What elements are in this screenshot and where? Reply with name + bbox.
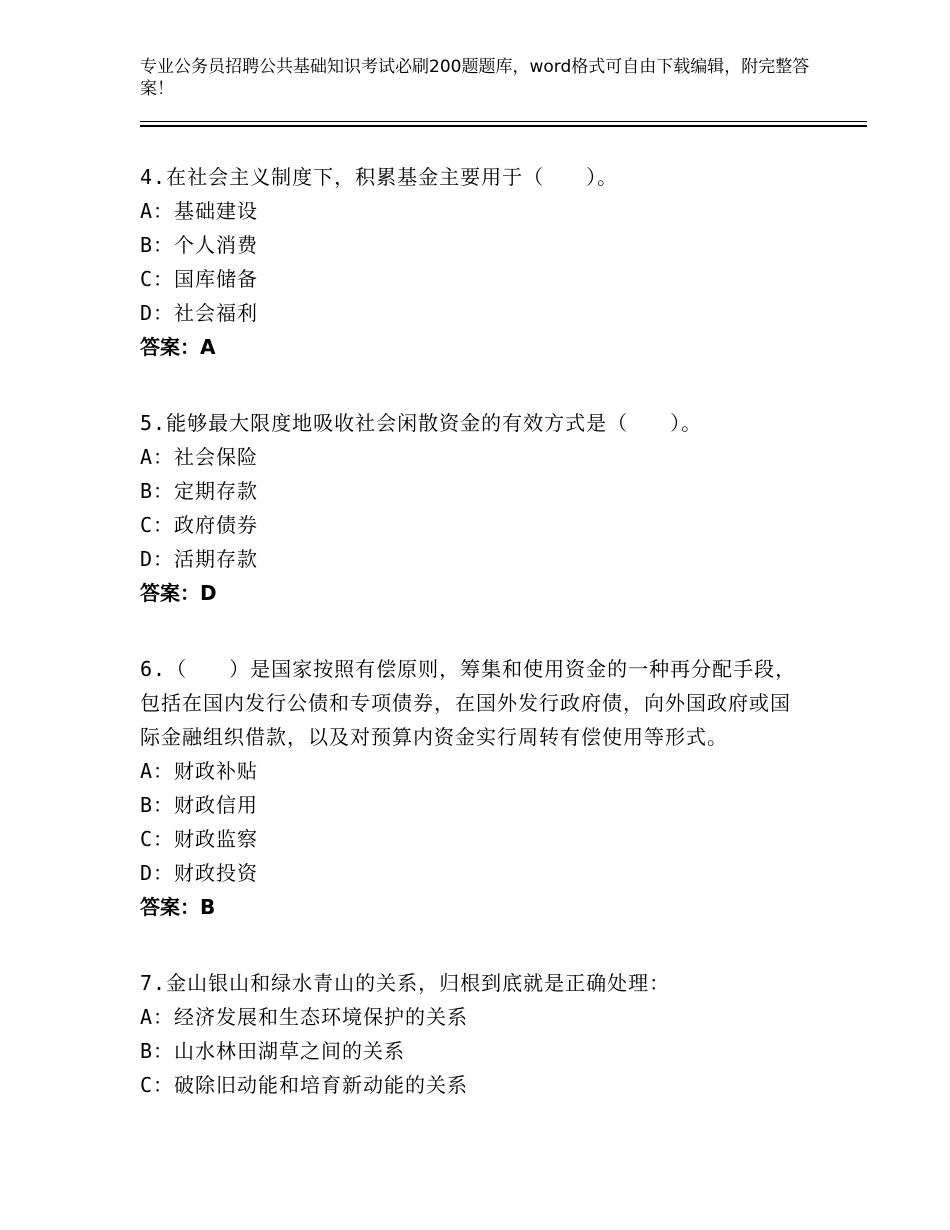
option-b: B：财政信用 (140, 793, 259, 817)
option-a: A：财政补贴 (140, 759, 259, 783)
question-list (140, 160, 800, 1144)
option-b: B：个人消费 (140, 233, 259, 257)
header-divider-thick (140, 125, 867, 127)
option-c: C：政府债券 (140, 513, 259, 537)
question-text: 7.金山银山和绿水青山的关系，归根到底就是正确处理： (140, 971, 671, 995)
answer-label: 答案：D (140, 581, 217, 605)
option-b: B：定期存款 (140, 479, 259, 503)
option-d: D：社会福利 (140, 301, 259, 325)
question-4 (140, 160, 800, 364)
question-text: 6.（ ）是国家按照有偿原则，筹集和使用资金的一种再分配手段，包括在国内发行公债和专项债券，在国外发行政府债，向外国政府或国际金融组织借款，以及对预算内资金实行周转有偿使用等形式。 (140, 657, 797, 749)
option-c: C：破除旧动能和培育新动能的关系 (140, 1073, 469, 1097)
question-text: 4.在社会主义制度下，积累基金主要用于（ ）。 (140, 165, 619, 189)
option-d: D：财政投资 (140, 861, 259, 885)
question-5 (140, 406, 800, 610)
header-divider-thin (140, 121, 867, 122)
question-text: 5.能够最大限度地吸收社会闲散资金的有效方式是（ ）。 (140, 411, 703, 435)
option-a: A：经济发展和生态环境保护的关系 (140, 1005, 469, 1029)
question-6 (140, 652, 800, 924)
option-b: B：山水林田湖草之间的关系 (140, 1039, 406, 1063)
option-a: A：社会保险 (140, 445, 259, 469)
option-a: A：基础建设 (140, 199, 259, 223)
answer-label: 答案：A (140, 335, 216, 359)
option-c: C：国库储备 (140, 267, 259, 291)
document-header: 专业公务员招聘公共基础知识考试必刷200题题库，word格式可自由下载编辑，附完整答案！ (140, 57, 810, 99)
option-d: D：活期存款 (140, 547, 259, 571)
answer-label: 答案：B (140, 895, 216, 919)
question-7 (140, 966, 800, 1102)
option-c: C：财政监察 (140, 827, 259, 851)
